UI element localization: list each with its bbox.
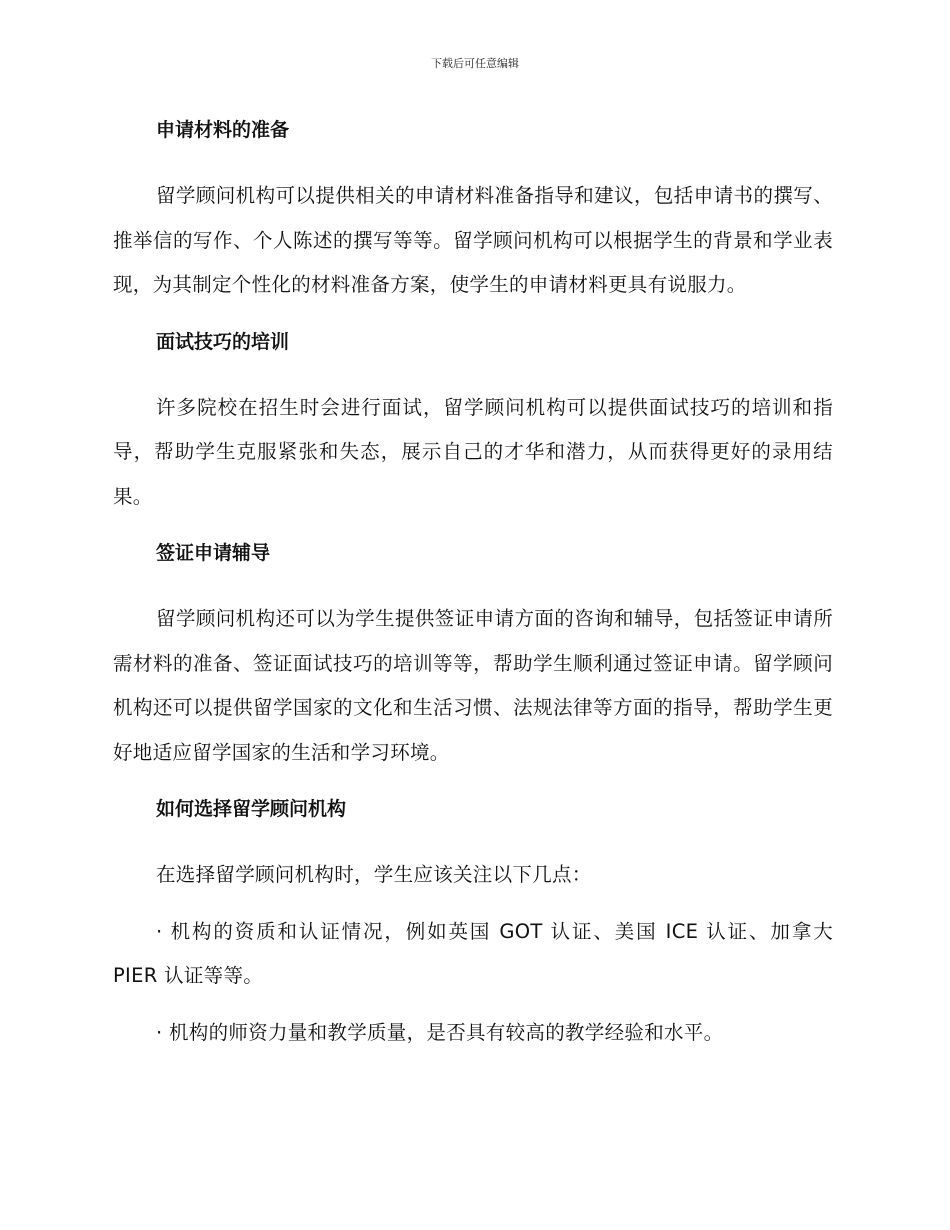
section-heading-interview-training: 面试技巧的培训 [156, 330, 290, 353]
section-heading-visa-guidance: 签证申请辅导 [156, 542, 271, 564]
document-body [113, 116, 833, 1055]
bullet-item-teaching-quality: · 机构的师资力量和教学质量，是否具有较高的教学经验和水平。 [156, 1020, 724, 1044]
section-heading-application-materials: 申请材料的准备 [156, 119, 290, 141]
paragraph-interview-training: 许多院校在招生时会进行面试，留学顾问机构可以提供面试技巧的培训和指导，帮助学生克服紧张和失态，展示自己的才华和潜力，从而获得更好的录用结果。 [113, 395, 833, 508]
paragraph-choosing-intro: 在选择留学顾问机构时，学生应该关注以下几点： [156, 863, 592, 886]
paragraph-visa-guidance: 留学顾问机构还可以为学生提供签证申请方面的咨询和辅导，包括签证申请所需材料的准备、签证面试技巧的培训等等，帮助学生顺利通过签证申请。留学顾问机构还可以提供留学国家的文化和生活习惯、法规法律等方面的指导，帮助学生更好地适应留学国家的生活和学习环境。 [113, 607, 833, 764]
section-heading-choosing-agency: 如何选择留学顾问机构 [156, 798, 347, 820]
paragraph-application-materials: 留学顾问机构可以提供相关的申请材料准备指导和建议，包括申请书的撰写、推举信的写作、个人陈述的撰写等等。留学顾问机构可以根据学生的背景和学业表现，为其制定个性化的材料准备方案，使学生的申请材料更具有说服力。 [113, 184, 833, 296]
page-header-note: 下载后可任意编辑 [431, 57, 519, 70]
bullet-item-qualifications: · 机构的资质和认证情况，例如英国 GOT 认证、美国 ICE 认证、加拿大 PIER 认证等等。 [113, 919, 833, 987]
